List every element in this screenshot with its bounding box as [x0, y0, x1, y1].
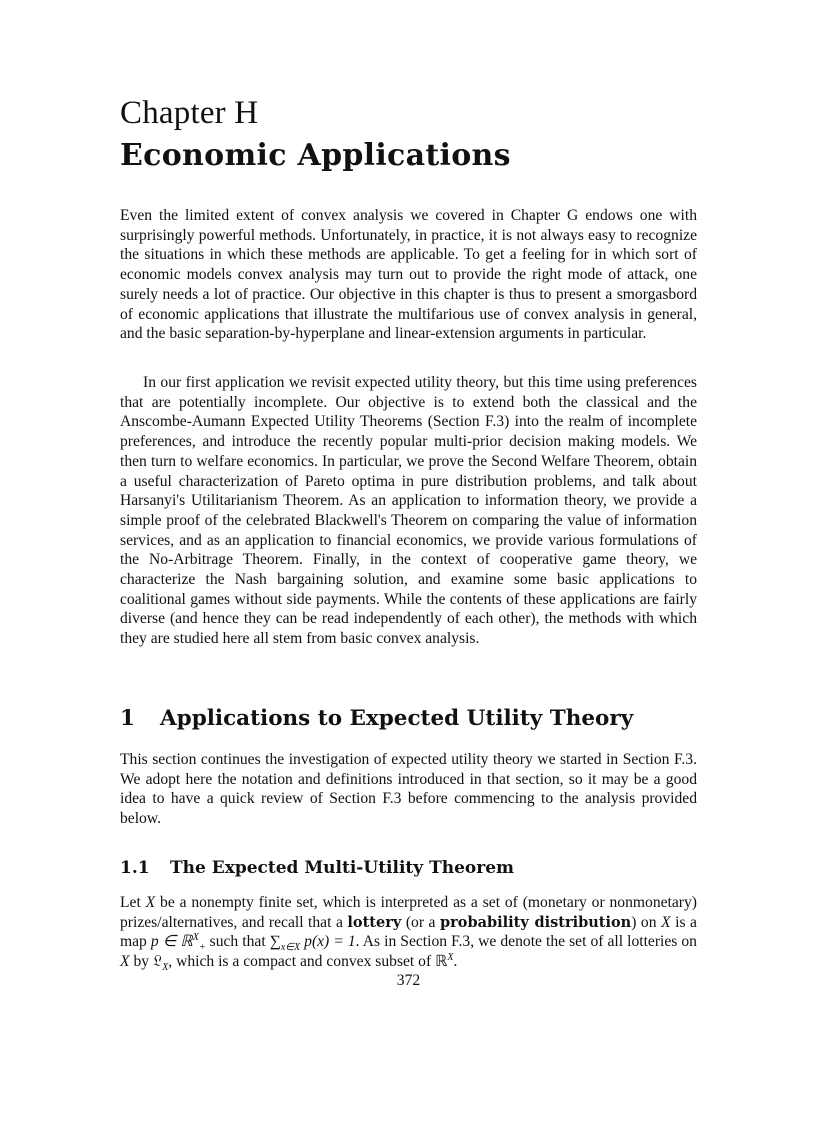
chapter-title: Economic Applications [120, 138, 511, 173]
page-number: 372 [396, 972, 421, 989]
math-text: p(x) = 1 [304, 933, 356, 951]
math-text: ℝ [435, 953, 448, 971]
math-R-X [435, 953, 453, 970]
math-p-in-R: p ∈ ℝ$^X_+$ [150, 932, 206, 954]
intro-paragraph-2: In our first application we revisit expected utility theory, but this time using preferences that are potentially incomplete. Our objective is to extend both the classical and the Anscombe-Aumann Expected Utility Theorems (Section F.3) into the realm of incomplete preferences, and introduce the recently popular multi-prior decision making models. We then turn to welfare economics. In particular, we prove the Second Welfare Theorem, obtain a useful characterization of Pareto optima in pure distribution problems, and talk about Harsanyi's Utilitarianism Theorem. As an application to information theory, we provide a simple proof of the celebrated Blackwell's Theorem on comparing the value of information services, and as an application to financial economics, we provide various formulations of the No-Arbitrage Theorem. Finally, in the context of cooperative game theory, we characterize the Nash bargaining solution, and examine some basic applications to coalitional games without side payments. While the contents of these applications are fairly diverse (and hence they can be read independently of each other), the methods with which they are studied here all stem from basic convex analysis. [120, 374, 697, 648]
math-symbol: X [661, 913, 671, 931]
text-fragment: by [133, 953, 150, 971]
term-probability-distribution: probability distribution [440, 913, 632, 931]
text-fragment: ) on [631, 913, 657, 931]
section-title: Applications to Expected Utility Theory [160, 706, 634, 731]
text-fragment: . As in Section F.3, we denote the set of all lotteries on [355, 933, 697, 951]
subsection-number: 1.1 [120, 858, 150, 878]
text-fragment: such that [209, 933, 266, 951]
chapter-label: Chapter H [120, 95, 259, 131]
math-sum [269, 933, 356, 954]
text-fragment: Let [120, 894, 141, 911]
text-fragment: (or a [405, 913, 436, 931]
section-number: 1 [120, 706, 135, 731]
section-paragraph: This section continues the investigation of expected utility theory we started in Section F.3. We adopt here the notation and definitions introduced in that section, so it may be a good idea to have a quick review of Section F.3 before commencing to the analysis provided below. [120, 751, 697, 828]
subsection-heading [120, 858, 514, 878]
term-lottery: lottery [347, 913, 402, 931]
text-fragment: be a nonempty finite set, which is interpreted as a set of (monetary or nonmonetary) prizes/alternatives, and recall that a [120, 894, 697, 931]
math-text: 𝔏 [152, 953, 163, 971]
math-sup: X [192, 932, 199, 944]
subsection-paragraph: Let X be a nonempty finite set, which is interpreted as a set of (monetary or nonmonetary) prizes/alternatives, and recall that a lottery (or a probability distribution) on X is a map p ∈ ℝ$^X_+$ such that $\sum_{x\in X}$ p(x) = 1. As in Section F.3, we denote the set of all lotteries on X by 𝔏$_X$, which is a compact and convex subset of ℝ$^X$. [120, 894, 697, 974]
math-sup: X [447, 951, 454, 963]
sum-symbol: ∑ [269, 933, 281, 951]
math-symbol: X [145, 894, 156, 911]
sum-index: x∈X [280, 942, 301, 954]
text-fragment: is a map [120, 913, 697, 951]
text-fragment: , which is a compact and convex subset of [168, 953, 432, 971]
math-LX [152, 953, 169, 974]
math-sub: X [162, 962, 169, 974]
section-heading [120, 706, 633, 731]
subsection-title: The Expected Multi-Utility Theorem [170, 858, 514, 878]
intro-paragraph-1: Even the limited extent of convex analysis we covered in Chapter G endows one with surprisingly powerful methods. Unfortunately, in practice, it is not always easy to recognize the situations in which these methods are applicable. To get a feeling for in which sort of economic models convex analysis may turn out to provide the right mode of attack, one surely needs a lot of practice. Our objective in this chapter is thus to present a smorgasbord of economic applications that illustrate the multifarious use of convex analysis in general, and the basic separation-by-hyperplane and linear-extension arguments in particular. [120, 207, 697, 343]
math-symbol: X [120, 953, 130, 971]
math-text: p ∈ ℝ [150, 933, 193, 951]
